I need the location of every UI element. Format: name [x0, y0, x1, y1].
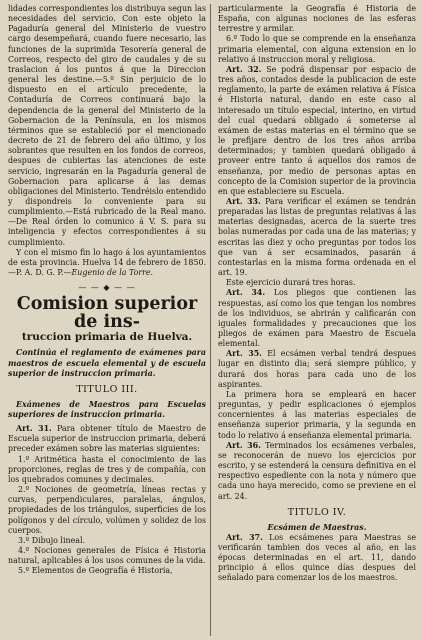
list-item: 3.º Dibujo lineal.	[18, 535, 85, 545]
list-item: 6.º Todo lo que se comprende en la enseñanza primaria elemental, con alguna extension en lo relativo á instruccion moral y religiosa.	[218, 34, 416, 64]
article-37-text: Los ecsámenes para Maestras se verificarán tambien dos veces al año, en las épocas determinadas en el art. 11, dando principio á ellos quince días despues del señalado para comenzar los de los maestros.	[218, 532, 416, 583]
article-34-text: Los pliegos que contienen las respuestas, así como los que tengan los nombres de los individuos, se abrirán y calificarán con iguales formalidades y precauciones que los pliegos de exámen para Maestro de Escuela elemental.	[218, 288, 416, 349]
list-item: 5.º Elementos de Geografía é Historia,	[18, 566, 173, 576]
title-iv-subheading: Ecsámen de Maestras.	[267, 522, 367, 532]
column-divider	[210, 4, 211, 636]
article-33-label: Art. 33.	[226, 196, 261, 206]
duration-paragraph: Este ejercicio durará tres horas.	[226, 278, 356, 288]
article-32-label: Art. 32.	[226, 64, 262, 74]
title-iii-heading: TITULO III.	[76, 383, 138, 395]
left-column	[8, 4, 206, 577]
right-column	[218, 4, 416, 584]
section-heading: Comision superior de ins-	[16, 294, 198, 333]
article-34-label: Art. 34.	[226, 288, 266, 298]
article-33-text: Para verificar el exámen se tendrán preparadas las listas de preguntas relativas á las materias designadas, acerca de la suerte tres bolas numeradas por cada una de las materias; y escritas las diez y ocho preguntas por todos los que van á ser ecsaminados, pasarán á contestarlas en la misma forma ordenada en el art. 19.	[218, 196, 416, 278]
article-35	[218, 349, 416, 390]
closing-text: Y con el mismo fin lo hago á los ayuntamientos de esta provincia. Huelva 14 de febrero de 1850.—P. A. D. G. P.—	[8, 247, 206, 278]
article-34	[218, 288, 416, 349]
decree-continuation-paragraph: lidades correspondientes los distribuya segun las necesidades del servicio. Con este objeto la Pagaduría general del Ministerio de vuestro cargo desempeñará, cuando fuere necesario, las funciones de la suprimida Tesorería general de Correos, respecto del giro de caudales y de su traslacion á los puntos á que la Direccion general les destine.—5.º Sin perjuicio de lo dispuesto en el artículo precedente, la Contaduría de Correos continuará bajo la dependencia de la general del Ministerio de la Gobernacion de la Península, en los mismos términos que se estableció por el mencionado decreto de 21 de febrero del año último, y los sobrantes que resulten en los fondos de correos, despues de cubiertas las atenciones de este servicio, ingresarán en la Pagaduría general de Gobernacion para aplicarse á las demas obligaciones del Ministerio. Tendréislo entendido y dispondreis lo conveniente para su cumplimiento.—Está rubricado de la Real mano.—De Real órden lo comunico á V. S. para su inteligencia y efectos correspondientes á su cumplimiento.	[8, 4, 206, 247]
article-31-text: Para obtener título de Maestro de Escuela superior de instruccion primaria, deberá preceder exámen sobre las materias siguientes:	[8, 424, 206, 454]
regulation-intro: Continúa el reglamento de exámenes para maestros de escuela elemental y de escuela superior de instruccion primaria.	[8, 348, 206, 378]
article-31	[8, 424, 206, 454]
title-iv-heading: TITULO IV.	[287, 506, 347, 518]
list-item: 2.º Nociones de geometría, líneas rectas y curvas, perpendiculares, paralelas, ángulos, propiedades de los triángulos, superficies de los polígonos y del círculo, volúmen y solidez de los cuerpos.	[8, 485, 206, 535]
article-33	[218, 197, 416, 278]
section-subheading: truccion primaria de Huelva.	[21, 331, 193, 344]
article-31-label: Art. 31.	[16, 424, 52, 434]
first-hour-paragraph: La primera hora se empleará en hacer preguntas, y pedir esplicaciones ó ejemplos concernientes á las materias especiales de enseñanza superior primaria, y la segunda en todo lo relativo á enseñanza elemental primaria.	[218, 389, 416, 440]
title-iii-subheading: Exámenes de Maestros para Escuelas superiores de instruccion primaria.	[8, 399, 206, 419]
article-37-label: Art. 37.	[226, 532, 263, 542]
article-32	[218, 65, 416, 197]
list-item: 4.º Nociones generales de Física é Historia natural, aplicables á los usos comunes de la vida.	[8, 546, 206, 566]
article-35-text: El ecsámen verbal tendrá despues lugar en distinto dia; será siempre público, y durará dos horas para cada uno de los aspirantes.	[218, 349, 416, 389]
article-32-text: Se podrá dispensar por espacio de tres años, contados desde la publicacion de este reglamento, la parte de exámen relativa á Física é Historia natural, dando en este caso al interesado un título especial, interino, en virtud del cual quedará obligado á someterse al exámen de estas materias en el término que se le prefijare dentro de los tres años arriba determinados; y tambien quedará obligado á proveer entre tanto á aquellos dos ramos de enseñanza, por medio de personas aptas en concepto de la Comision superior de la provincia en que estableciere su Escuela.	[218, 64, 416, 196]
list-item: 1.º Aritmética hasta el conocimiento de las proporciones, reglas de tres y de compañía, con los quebrados comunes y decimales.	[8, 454, 206, 484]
article-37	[218, 533, 416, 584]
article-36-label: Art. 36.	[226, 440, 261, 450]
signature-name: Eugenio de la Torre.	[71, 268, 154, 278]
closing-paragraph	[8, 248, 206, 278]
article-36	[218, 441, 416, 502]
section-separator: — — ◆ — —	[78, 283, 136, 293]
article-35-label: Art. 35.	[226, 349, 262, 359]
item-5-continuation: particularmente la Geografía é Historia de España, con algunas nociones de las esferas terrestre y armilar.	[218, 4, 416, 34]
article-36-text: Terminados los ecsámenes verbales, se reconocerán de nuevo los ejercicios por escrito, y se estenderá la censura definitiva en el respectivo espediente con la nota y número que cada uno haya merecido, como se previene en el art. 24.	[218, 440, 416, 501]
